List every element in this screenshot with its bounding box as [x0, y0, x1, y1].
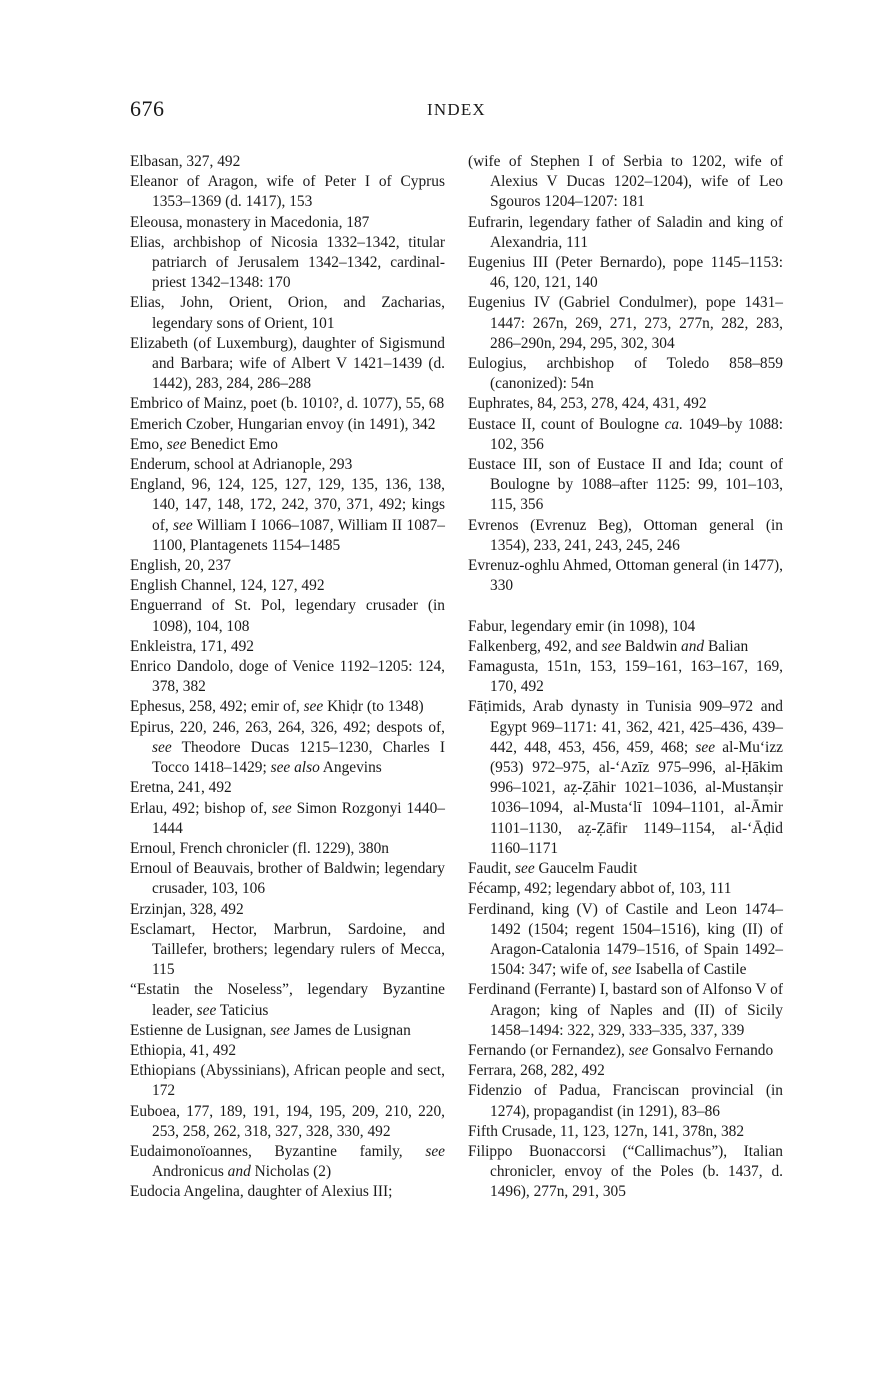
index-entry: England, 96, 124, 125, 127, 129, 135, 136, 138, 140, 147, 148, 172, 242, 370, 371, 492; kings of, see William I 1066–1087, William II 1087–1100, Plantagenets 1154–1485 [130, 476, 445, 554]
index-entry: (wife of Stephen I of Serbia to 1202, wife of Alexius V Ducas 1202–1204), wife of Leo Sgouros 1204–1207: 181 [468, 153, 783, 211]
index-entry: Eugenius IV (Gabriel Condulmer), pope 1431–1447: 267n, 269, 271, 273, 277n, 282, 283, 286–290n, 294, 295, 302, 304 [468, 294, 783, 352]
index-entry: Estienne de Lusignan, see James de Lusignan [130, 1021, 411, 1039]
index-entry: Fidenzio of Padua, Franciscan provincial (in 1274), propagandist (in 1291), 83–86 [468, 1082, 783, 1120]
index-entry: Erlau, 492; bishop of, see Simon Rozgonyi 1440–1444 [130, 799, 445, 837]
index-entry: Fabur, legendary emir (in 1098), 104 [468, 617, 696, 635]
index-entry: Embrico of Mainz, poet (b. 1010?, d. 1077), 55, 68 [130, 395, 445, 413]
index-entry: Ephesus, 258, 492; emir of, see Khiḍr (to 1348) [130, 698, 424, 716]
index-entry: Elias, John, Orient, Orion, and Zacharias, legendary sons of Orient, 101 [130, 294, 445, 332]
index-entry: Euphrates, 84, 253, 278, 424, 431, 492 [468, 395, 707, 413]
index-entry: Ernoul, French chronicler (fl. 1229), 380n [130, 839, 390, 857]
index-entry: Eustace II, count of Boulogne ca. 1049–by 1088: 102, 356 [468, 415, 783, 453]
index-entry: Ferrara, 268, 282, 492 [468, 1062, 605, 1080]
running-head: INDEX [427, 100, 486, 119]
index-entry: Enguerrand of St. Pol, legendary crusader (in 1098), 104, 108 [130, 597, 445, 635]
index-entry: Elizabeth (of Luxemburg), daughter of Sigismund and Barbara; wife of Albert V 1421–1439 (d. 1442), 283, 284, 286–288 [130, 334, 445, 393]
index-entry: Eustace III, son of Eustace II and Ida; count of Boulogne by 1088–after 1125: 99, 101–103, 115, 356 [468, 456, 783, 514]
index-entry: Ernoul of Beauvais, brother of Baldwin; legendary crusader, 103, 106 [130, 860, 445, 898]
index-entry: Enrico Dandolo, doge of Venice 1192–1205: 124, 378, 382 [130, 658, 445, 696]
index-entry: Eulogius, archbishop of Toledo 858–859 (canonized): 54n [468, 355, 783, 393]
index-entry: Euboea, 177, 189, 191, 194, 195, 209, 210, 220, 253, 258, 262, 318, 327, 328, 330, 492 [130, 1102, 445, 1140]
index-entry: Fécamp, 492; legendary abbot of, 103, 111 [468, 880, 732, 898]
index-entry: Evrenuz-oghlu Ahmed, Ottoman general (in 1477), 330 [468, 557, 783, 595]
index-entry: Falkenberg, 492, and see Baldwin and Balian [468, 637, 749, 655]
index-entry: Emerich Czober, Hungarian envoy (in 1491), 342 [130, 415, 436, 433]
index-entry: Enkleistra, 171, 492 [130, 637, 254, 655]
index-entry: Eleousa, monastery in Macedonia, 187 [130, 213, 370, 231]
index-entry: Eudaimonoïoannes, Byzantine family, see Andronicus and Nicholas (2) [130, 1142, 445, 1181]
index-entry: Erzinjan, 328, 492 [130, 900, 244, 918]
index-entry: Ferdinand (Ferrante) I, bastard son of Alfonso V of Aragon; king of Naples and (II) of Sicily 1458–1494: 322, 329, 333–335, 337, 339 [468, 981, 783, 1039]
index-entry: Eleanor of Aragon, wife of Peter I of Cyprus 1353–1369 (d. 1417), 153 [130, 173, 445, 211]
index-entry: Ferdinand, king (V) of Castile and Leon 1474–1492 (1504; regent 1504–1516), king (II) of Aragon-Catalonia 1479–1516, of Spain 1492–1504: 347; wife of, see Isabella of Castile [468, 900, 783, 979]
index-entry: Ethiopians (Abyssinians), African people and sect, 172 [130, 1062, 445, 1100]
index-entry: Eugenius III (Peter Bernardo), pope 1145–1153: 46, 120, 121, 140 [468, 254, 783, 292]
index-entry: Elias, archbishop of Nicosia 1332–1342, titular patriarch of Jerusalem 1342–1342, cardinal-priest 1342–1348: 170 [130, 233, 445, 292]
index-entry: “Estatin the Noseless”, legendary Byzantine leader, see Taticius [130, 981, 445, 1019]
index-entry: English Channel, 124, 127, 492 [130, 577, 325, 595]
index-entry: Eudocia Angelina, daughter of Alexius III; [130, 1183, 393, 1201]
index-entry: Eretna, 241, 492 [130, 779, 232, 797]
index-entry: Epirus, 220, 246, 263, 264, 326, 492; despots of, see Theodore Ducas 1215–1230, Charles I Tocco 1418–1429; see also Angevins [130, 718, 445, 777]
index-entry: Esclamart, Hector, Marbrun, Sardoine, and Taillefer, brothers; legendary rulers of Mecca, 115 [130, 920, 445, 979]
letter-group-gap [468, 596, 783, 616]
index-entry: Faudit, see Gaucelm Faudit [468, 860, 638, 878]
index-column-right [468, 152, 783, 1203]
index-entry: Fifth Crusade, 11, 123, 127n, 141, 378n, 382 [468, 1122, 745, 1140]
index-entry: Fāṭimids, Arab dynasty in Tunisia 909–972 and Egypt 969–1171: 41, 362, 421, 425–436, 439–442, 448, 453, 456, 459, 468; see al-Mu‘izz (953) 972–975, al-‘Azīz 975–996, al-Ḥākim 996–1021, aẓ-Ẓāhir 1021–1036, al-Mustanṣir 1036–1094, al-Musta‘lī 1094–1101, al-Āmir 1101–1130, aẓ-Ẓāfir 1149–1154, al-‘Āḍid 1160–1171 [468, 698, 783, 857]
page-number: 676 [130, 96, 165, 121]
index-entry: Evrenos (Evrenuz Beg), Ottoman general (in 1354), 233, 241, 243, 245, 246 [468, 516, 783, 554]
index-entry: Famagusta, 151n, 153, 159–161, 163–167, 169, 170, 492 [468, 658, 783, 696]
index-entry: Emo, see Benedict Emo [130, 435, 278, 453]
index-column-left [130, 152, 445, 1203]
index-entry: Fernando (or Fernandez), see Gonsalvo Fernando [468, 1041, 774, 1059]
index-entry: English, 20, 237 [130, 557, 231, 575]
index-entry: Eufrarin, legendary father of Saladin and king of Alexandria, 111 [468, 213, 783, 251]
index-entry: Ethiopia, 41, 492 [130, 1041, 237, 1059]
index-entry: Enderum, school at Adrianople, 293 [130, 456, 353, 474]
index-entry: Elbasan, 327, 492 [130, 153, 241, 170]
index-entry: Filippo Buonaccorsi (“Callimachus”), Italian chronicler, envoy of the Poles (b. 1437, d. 1496), 277n, 291, 305 [468, 1142, 783, 1201]
